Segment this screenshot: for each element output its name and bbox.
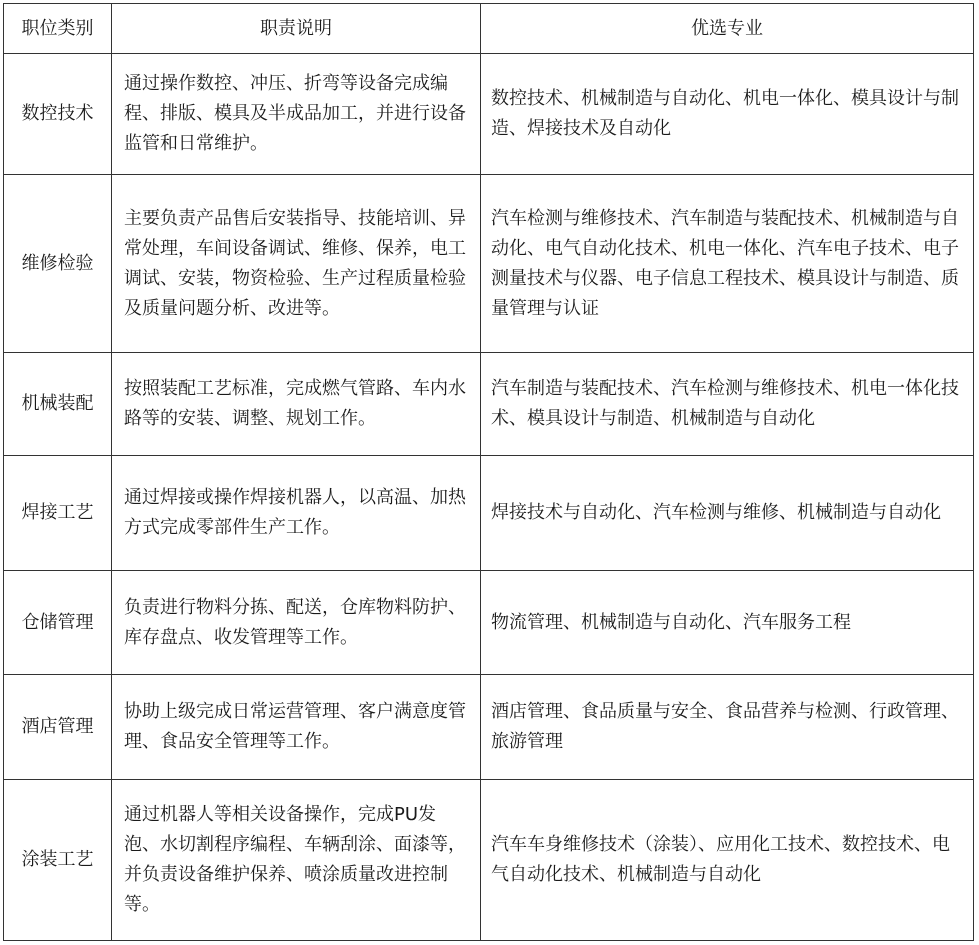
table-row — [4, 54, 974, 175]
category-cell: 酒店管理 — [4, 675, 112, 780]
category-cell: 焊接工艺 — [4, 456, 112, 571]
duty-cell: 主要负责产品售后安装指导、技能培训、异常处理，车间设备调试、维修、保养，电工调试、安装，物资检验、生产过程质量检验及质量问题分析、改进等。 — [112, 175, 481, 353]
table-row — [4, 175, 974, 353]
table-row — [4, 571, 974, 675]
majors-cell: 焊接技术与自动化、汽车检测与维修、机械制造与自动化 — [481, 456, 974, 571]
category-cell: 机械装配 — [4, 353, 112, 456]
majors-cell: 数控技术、机械制造与自动化、机电一体化、模具设计与制造、焊接技术及自动化 — [481, 54, 974, 175]
duty-cell: 通过操作数控、冲压、折弯等设备完成编程、排版、模具及半成品加工，并进行设备监管和日常维护。 — [112, 54, 481, 175]
category-cell: 仓储管理 — [4, 571, 112, 675]
majors-cell: 汽车车身维修技术（涂装）、应用化工技术、数控技术、电气自动化技术、机械制造与自动化 — [481, 780, 974, 941]
duty-cell: 按照装配工艺标准，完成燃气管路、车内水路等的安装、调整、规划工作。 — [112, 353, 481, 456]
table-row — [4, 456, 974, 571]
table-row — [4, 675, 974, 780]
category-cell: 数控技术 — [4, 54, 112, 175]
duty-cell: 通过机器人等相关设备操作，完成PU发泡、水切割程序编程、车辆刮涂、面漆等，并负责设备维护保养、喷涂质量改进控制等。 — [112, 780, 481, 941]
table-row — [4, 353, 974, 456]
majors-cell: 物流管理、机械制造与自动化、汽车服务工程 — [481, 571, 974, 675]
majors-cell: 汽车检测与维修技术、汽车制造与装配技术、机械制造与自动化、电气自动化技术、机电一体化、汽车电子技术、电子测量技术与仪器、电子信息工程技术、模具设计与制造、质量管理与认证 — [481, 175, 974, 353]
duty-cell: 协助上级完成日常运营管理、客户满意度管理、食品安全管理等工作。 — [112, 675, 481, 780]
header-duty: 职责说明 — [112, 4, 481, 54]
duty-cell: 负责进行物料分拣、配送，仓库物料防护、库存盘点、收发管理等工作。 — [112, 571, 481, 675]
job-category-table — [3, 3, 974, 941]
majors-cell: 酒店管理、食品质量与安全、食品营养与检测、行政管理、旅游管理 — [481, 675, 974, 780]
header-category: 职位类别 — [4, 4, 112, 54]
table-row — [4, 780, 974, 941]
category-cell: 维修检验 — [4, 175, 112, 353]
majors-cell: 汽车制造与装配技术、汽车检测与维修技术、机电一体化技术、模具设计与制造、机械制造与自动化 — [481, 353, 974, 456]
header-majors: 优选专业 — [481, 4, 974, 54]
duty-cell: 通过焊接或操作焊接机器人，以高温、加热方式完成零部件生产工作。 — [112, 456, 481, 571]
table-header-row — [4, 4, 974, 54]
category-cell: 涂装工艺 — [4, 780, 112, 941]
